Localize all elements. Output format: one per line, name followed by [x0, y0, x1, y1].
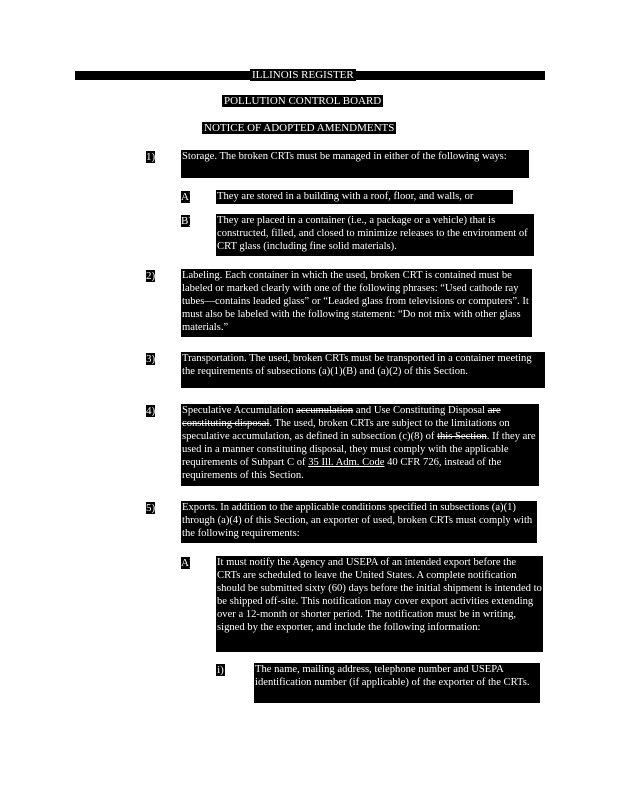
deleted-text: accumulation	[296, 405, 354, 416]
subsection-text: It must notify the Agency and USEPA of an intended export before the CRTs are scheduled to leave the United States. A complete notification should be submitted sixty (60) days before the initial shipment is intended to be shipped off-site. This notification may cover export activities extending over a 12-month or shorter period. The notification must be in writing, signed by the exporter, and include the following information:	[216, 556, 543, 652]
section-number: 2)	[146, 270, 156, 282]
register-title: ILLINOIS REGISTER	[252, 69, 354, 81]
section-text: Exports. In addition to the applicable conditions specified in subsections (a)(1) through (a)(4) of this Section, an exporter of used, broken CRTs must comply with the following requirements:	[181, 501, 537, 543]
section-number: 4)	[146, 405, 156, 417]
added-text: 35 Ill. Adm. Code	[308, 457, 385, 468]
item-text: The name, mailing address, telephone number and USEPA identification number (if applicable) of the exporter of the CRTs.	[254, 663, 540, 703]
text-part: . If they are used in a manner constituting disposal, they must comply with the applicable requirements of Subpart C of	[182, 431, 536, 468]
text-part: . The used, broken CRTs are subject to the limitations on speculative accumulation, as defined in subsection (c)(8) of	[182, 418, 510, 442]
subsection-number: A)	[181, 557, 193, 569]
section-text: Labeling. Each container in which the used, broken CRT is contained must be labeled or marked clearly with one of the following phrases: “Used cathode ray tubes—contains leaded glass” or “Leaded glass from televisions or computers”. It must also be labeled with the following statement: “Do not mix with other glass materials.”	[181, 269, 532, 337]
section-text: Transportation. The used, broken CRTs must be transported in a container meeting the requirements of subsections (a)(1)(B) and (a)(2) of this Section.	[181, 352, 545, 388]
section-number: 3)	[146, 353, 156, 365]
section-text: Storage. The broken CRTs must be managed in either of the following ways:	[181, 150, 529, 178]
subsection-text: They are placed in a container (i.e., a package or a vehicle) that is constructed, filled, and closed to minimize releases to the environment of CRT glass (including fine solid materials).	[216, 214, 534, 256]
section-number: 5)	[146, 502, 156, 514]
section-number: 1)	[146, 151, 156, 163]
subsection-number: B)	[181, 215, 192, 227]
notice-title: NOTICE OF ADOPTED AMENDMENTS	[204, 122, 395, 134]
board-title: POLLUTION CONTROL BOARD	[224, 95, 382, 107]
subsection-number: A)	[181, 191, 193, 203]
deleted-text: this Section	[437, 431, 487, 442]
subsection-text: They are stored in a building with a roof, floor, and walls, or	[216, 190, 513, 204]
text-part: and Use Constituting Disposal	[355, 405, 486, 416]
item-number: i)	[217, 664, 224, 676]
deleted-text: are constituting disposal	[182, 405, 501, 429]
text-part: 40 CFR 726, instead of the requirements of this Section.	[182, 457, 502, 481]
text-part: Speculative Accumulation	[182, 405, 294, 416]
section-text	[181, 404, 539, 486]
